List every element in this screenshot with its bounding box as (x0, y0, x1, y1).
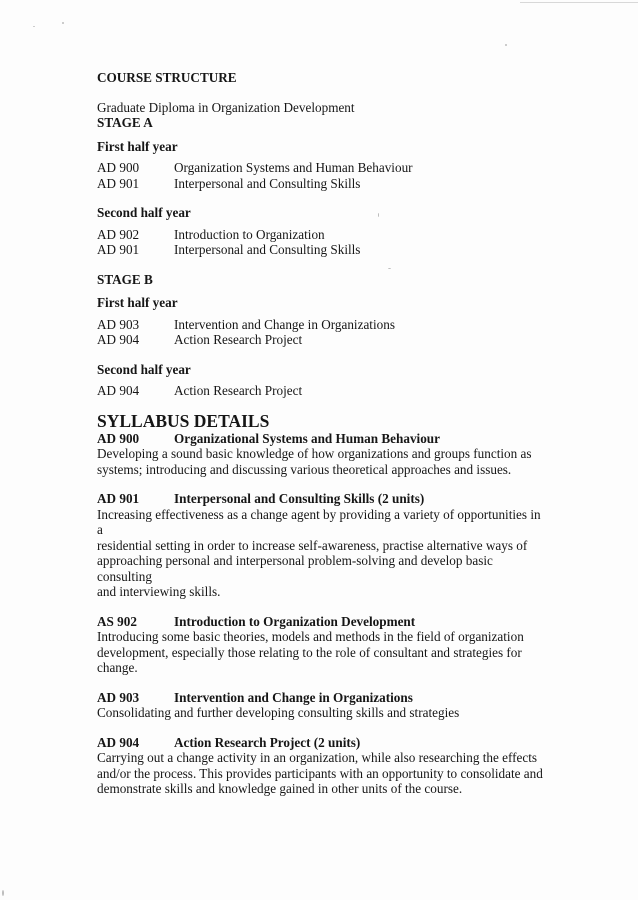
syllabus-item-line: Increasing effectiveness as a change agent by providing a variety of opportunities in a (97, 506, 541, 537)
syllabus-item-header (97, 491, 547, 507)
syllabus-item-header (97, 614, 547, 630)
scan-speck (505, 44, 507, 46)
stage-a-heading: STAGE A (97, 115, 153, 130)
stage-a-first-half-heading: First half year (97, 138, 178, 154)
stage-b-first-half-heading: First half year (97, 295, 178, 310)
course-name: Interpersonal and Consulting Skills (174, 242, 361, 257)
syllabus-item-title: Organizational Systems and Human Behaviour (174, 430, 440, 446)
syllabus-item-code: AD 904 (97, 734, 140, 750)
course-name: Action Research Project (174, 332, 303, 347)
syllabus-item-line: demonstrate skills and knowledge gained in other units of the course. (97, 781, 463, 796)
stage-b-heading: STAGE B (97, 271, 153, 287)
course-name: Interpersonal and Consulting Skills (174, 175, 361, 191)
syllabus-item-line: change. (97, 660, 138, 675)
syllabus-item-line: residential setting in order to increase self-awareness, practise alternative ways of (97, 537, 528, 553)
stage-a-second-half-heading: Second half year (97, 205, 191, 220)
syllabus-item-code: AS 902 (97, 613, 137, 629)
syllabus-item-header (97, 431, 547, 447)
program-title: Graduate Diploma in Organization Development (97, 99, 355, 115)
document-body (97, 70, 547, 811)
course-name: Intervention and Change in Organizations (174, 316, 395, 332)
syllabus-item-title: Interpersonal and Consulting Skills (2 units) (174, 491, 425, 506)
course-code: AD 904 (97, 332, 140, 347)
course-row (97, 242, 547, 258)
stage-a-first-half-courses (97, 160, 547, 191)
syllabus-item (97, 491, 547, 600)
syllabus-item-line: approaching personal and interpersonal problem-solving and develop basic consulting (97, 553, 493, 584)
course-structure-heading: COURSE STRUCTURE (97, 70, 237, 85)
scan-edge-line (520, 2, 638, 3)
syllabus-item-code: AD 900 (97, 430, 140, 446)
syllabus-item-line: Consolidating and further developing consulting skills and strategies (97, 705, 460, 720)
course-code: AD 901 (97, 175, 140, 191)
syllabus-item-line: Carrying out a change activity in an organization, while also researching the effects (97, 750, 538, 765)
syllabus-item (97, 735, 547, 797)
course-code: AD 900 (97, 160, 140, 175)
course-name: Organization Systems and Human Behaviour (174, 160, 413, 175)
stage-b-second-half-heading: Second half year (97, 361, 191, 377)
scan-speck (62, 22, 64, 24)
course-row (97, 332, 547, 348)
syllabus-item-title: Introduction to Organization Development (174, 613, 416, 629)
course-row (97, 383, 547, 399)
syllabus-item-title: Action Research Project (2 units) (174, 734, 361, 750)
course-code: AD 902 (97, 226, 140, 242)
syllabus-item-line: Introducing some basic theories, models and methods in the field of organization (97, 629, 524, 644)
scan-speck (33, 26, 35, 27)
course-code: AD 904 (97, 383, 140, 398)
syllabus-item (97, 614, 547, 676)
scan-speck (2, 890, 4, 896)
syllabus-item-line: and/or the process. This provides participants with an opportunity to consolidate and (97, 765, 543, 781)
syllabus-item-line: Developing a sound basic knowledge of how organizations and groups function as (97, 446, 532, 461)
course-code: AD 903 (97, 316, 140, 332)
syllabus-item-line: development, especially those relating to the role of consultant and strategies for (97, 644, 522, 660)
course-row (97, 227, 547, 243)
syllabus-item (97, 690, 547, 721)
syllabus-item-header (97, 690, 547, 706)
course-code: AD 901 (97, 242, 140, 257)
syllabus-item-line: systems; introducing and discussing various theoretical approaches and issues. (97, 461, 512, 477)
course-name: Introduction to Organization (174, 226, 325, 242)
syllabus-item-code: AD 903 (97, 689, 140, 705)
syllabus-item-line: and interviewing skills. (97, 584, 221, 599)
syllabus-details-heading: SYLLABUS DETAILS (97, 410, 270, 431)
stage-b-first-half-courses (97, 317, 547, 348)
course-name: Action Research Project (174, 383, 303, 398)
syllabus-item (97, 431, 547, 478)
stage-a-second-half-courses (97, 227, 547, 258)
stage-b-second-half-courses (97, 383, 547, 399)
syllabus-item-title: Intervention and Change in Organizations (174, 689, 413, 705)
course-row (97, 317, 547, 333)
course-row (97, 160, 547, 176)
syllabus-item-code: AD 901 (97, 491, 140, 506)
syllabus-item-header (97, 735, 547, 751)
course-row (97, 176, 547, 192)
